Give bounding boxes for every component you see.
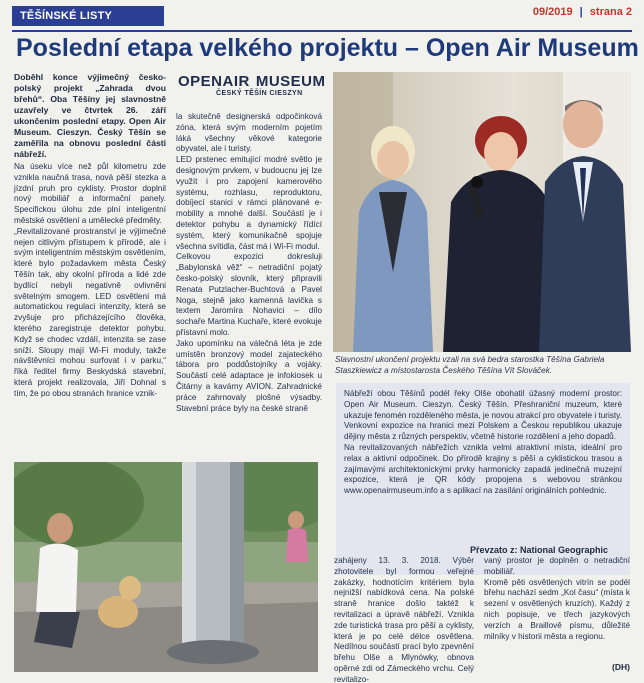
paragraph: vaný prostor je doplněn o netradiční mobiliář. <box>484 556 630 576</box>
source-credit: Převzato z: National Geographic <box>470 545 609 555</box>
column-1 <box>14 72 166 400</box>
riverside-photo-illustration <box>14 462 318 672</box>
ceremony-photo-illustration <box>333 72 631 352</box>
logo-openair: OPENAIR <box>178 73 250 90</box>
paragraph: Kromě pěti osvětlených vitrín se podél břehu nachází sedm „Kol času“ (místa k sezení v osvětlených kruzích). Každý z nich popisuje, ve třech jazykových verzích a Braillově písmu, důležité milníky v historii města a regionu. <box>484 577 630 641</box>
ceremony-photo <box>333 72 631 352</box>
paragraph: LED prstenec emitující modré světlo je designovým prvkem, v budoucnu jej lze využít i pro zapojení kamerového systému, rozhlasu, reproduktoru, dobíjecí stanici v rámci plánované e-mobility a mnohé další. Součástí je i detektor pohybu a dynamický řídící systém, který komunikačně spojuje všechna svítidla, část má i Wi-Fi modul. <box>176 155 322 251</box>
page-number: strana 2 <box>589 6 632 18</box>
header-rule <box>12 30 632 32</box>
paragraph: „Revitalizované prostranství je výjimečné nejen citlivým přístupem k přírodě, ale i svým inteligentním městským osvětlením, které bylo požadavkem města Český Těšín tak, aby okolní příroda a lidé zde bydlící nebyli negativně ovlivněni světelným smogem. LED osvětlení má automatickou regulaci intenzity, která se zvyšuje pro přicházejícího člověka, kterého zaregistruje detektor pohybu. Když se chodec vzdálí, intenzita se zase sníží. Sloupy mají Wi-Fi moduly, takže návštěvníci mohou surfovat i v parku,“ říká ředitel firmy Beskydská stavební, která projekt realizovala, Jiří Dohnal s tím, že po obou stranách hranice vznik- <box>14 226 166 398</box>
logo-subtitle: ČESKÝ TĚŠÍN CIESZYN <box>216 90 303 97</box>
column-4 <box>484 556 630 642</box>
issue-separator: | <box>579 6 583 18</box>
riverside-photo <box>14 462 318 672</box>
logo-museum: MUSEUM <box>255 73 326 90</box>
open-air-museum-logo <box>178 73 326 109</box>
paragraph: zahájeny 13. 3. 2018. Výběr zhotovitele byl formou veřejné zakázky, hodnotícím kritériem byla nejnižší nabídková cena. Na polské straně hranice došlo taktéž k revitalizaci a úpravě nábřeží. Vznikla zde turistická trasa pro pěší a cyklisty, která je po celé délce osvětlena. Nedílnou součástí prací bylo zpevnění břehu Olše a Mlynówky, obnova opěrné zdi od Zámeckého vrchu. Celý revitalizo- <box>334 556 474 683</box>
photo-caption: Slavnostní ukončení projektu vzali na svá bedra starostka Těšína Gabriela Staszkiewicz a místostarosta Českého Těšína Vít Slováček. <box>335 355 605 375</box>
box-paragraph: Na revitalizovaných nábřežích vznikla velmi atraktivní místa, ideální pro relax a aktivní odpočinek. Do přírodě krajiny s pěší a cyklistickou trasou a zajímavými architektonickými prvky harmonicky zapadá jedinečná muzejní expozice, která je QR kódy propojena s webovou stránkou www.openairmuseum.info a s aplikací na zasílání originálních pohlednic. <box>344 442 622 496</box>
page-header <box>12 6 632 26</box>
column-3 <box>334 556 474 683</box>
paragraph: Na úseku více než půl kilometru zde vznikla naučná trasa, nová pěší stezka a jízdní pruh pro cyklisty. Prostor doplnil nový mobiliář a informační panely. Specifickou úlohu zde plní inteligentní městské osvětlení a umělecké předměty. <box>14 162 166 225</box>
column-2 <box>176 112 322 414</box>
paragraph: la skutečně designerská odpočinková zóna, která svým moderním pojetím láká všechny věkové kategorie obyvatel, ale i turisty. <box>176 112 322 154</box>
article-title: Poslední etapa velkého projektu – Open Air Museum <box>16 34 639 62</box>
paragraph: Celkovou expozici dokresluji „Babylonská věž“ – netradiční pojatý česko-polský slovník, který připravili Renata Putzlacher-Buchtová a Pavel Noga, stejně jako kamenná lavička s textem Jaromíra Nohavici – dílo sochaře Martina Kuchaře, které evokuje přístavní molo. <box>176 252 322 337</box>
author-signature: (DH) <box>612 662 630 672</box>
article-lead: Doběhl konce výjimečný česko-polský projekt „Zahrada dvou břehů“. Oba Těšíny jej slavnostně uzavřely ve čtvrtek 26. září ukončením poslední etapy. Open Air Museum. Cieszyn. Český Těšín se zaměřila na obnovu poslední části nábřeží. <box>14 72 166 159</box>
box-paragraph: Nábřeží obou Těšínů podél řeky Olše obohatil úžasný moderní prostor: Open Air Museum. Cieszyn. Český Těšín. Přeshraniční muzeum, které ukazuje fenomén rozděleného města, je novou atrakcí pro obyvatele i turisty. <box>344 389 622 420</box>
issue-info <box>533 6 632 18</box>
issue-number: 09/2019 <box>532 6 573 18</box>
box-paragraph: Venkovní expozice na hranici mezi Polskem a Českou republikou ukazuje dějiny města z různých perspektiv, včetně historie rozdělení a jeho dopadů. <box>344 421 622 442</box>
paragraph: Jako upomínku na válečná léta je zde umístěn bronzový model zajateckého tábora pro poddůstojníky a vojáky. Součástí celé adaptace je infokiosek u Čitárny a kavárny AVION. Zahradnické práce zahrnovaly plošné výsadby. Stavební práce byly na české straně <box>176 338 322 413</box>
section-tag: TĚŠÍNSKÉ LISTY <box>12 6 164 26</box>
